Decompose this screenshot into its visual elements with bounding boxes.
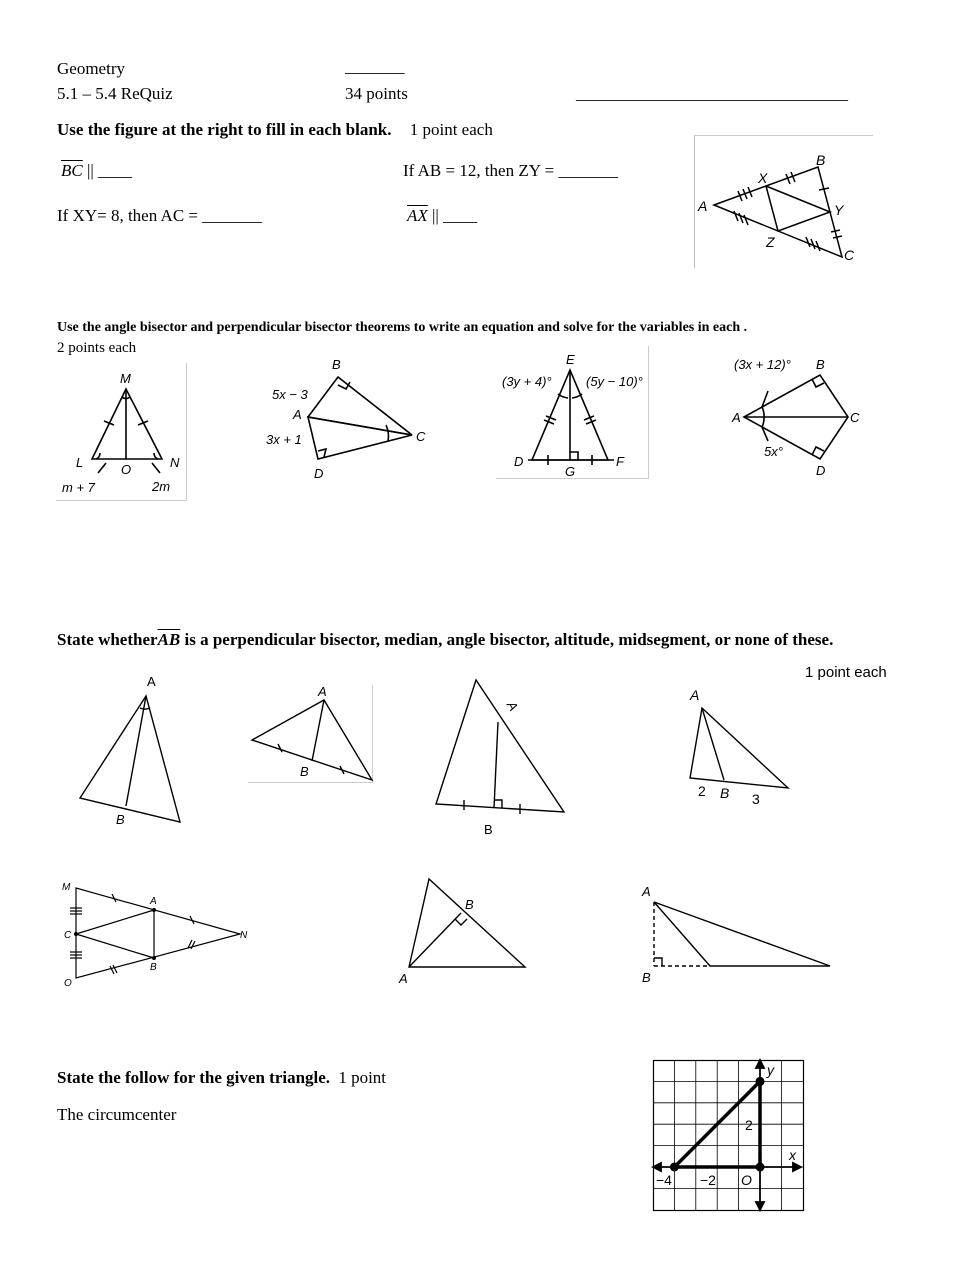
svg-text:A: A	[147, 674, 156, 689]
svg-text:C: C	[64, 930, 72, 941]
svg-text:m + 7: m + 7	[62, 480, 95, 495]
svg-text:−2: −2	[700, 1172, 716, 1188]
section4-instruction: State the follow for the given triangle. 1 point	[57, 1068, 387, 1087]
svg-text:E: E	[566, 352, 575, 367]
fig-2-2	[260, 355, 440, 480]
svg-text:B: B	[300, 764, 309, 779]
svg-text:L: L	[76, 455, 84, 470]
total-points: 34 points	[345, 84, 408, 103]
svg-text:M: M	[62, 882, 71, 893]
svg-text:A: A	[150, 896, 157, 907]
midsegment-figure	[694, 135, 874, 270]
svg-text:2m: 2m	[152, 479, 171, 494]
svg-text:y: y	[767, 1062, 774, 1078]
svg-text:B: B	[116, 812, 125, 827]
svg-text:B: B	[816, 357, 825, 372]
svg-text:(3x + 12)°: (3x + 12)°	[734, 357, 791, 372]
fig-3-1	[70, 672, 200, 832]
fig-3-2	[248, 680, 378, 785]
svg-text:3: 3	[752, 791, 760, 807]
svg-text:(5y − 10)°: (5y − 10)°	[586, 374, 643, 389]
svg-text:−4: −4	[656, 1172, 672, 1188]
coordinate-graph	[653, 1060, 805, 1212]
fig-3-3	[428, 672, 573, 842]
course-title: Geometry	[57, 59, 125, 78]
section1-instruction: Use the figure at the right to fill in each blank. 1 point each	[57, 120, 493, 139]
svg-text:O: O	[64, 978, 72, 989]
svg-text:A: A	[293, 407, 302, 422]
label-X: X	[758, 170, 768, 186]
name-blank: ________________________________	[576, 84, 848, 103]
quiz-title: 5.1 – 5.4 ReQuiz	[57, 84, 173, 103]
svg-text:A: A	[318, 684, 327, 699]
svg-text:2: 2	[698, 783, 706, 799]
label-B: B	[816, 152, 826, 168]
svg-text:B: B	[720, 785, 730, 801]
svg-text:N: N	[240, 930, 248, 941]
svg-text:x: x	[789, 1147, 796, 1163]
svg-text:A: A	[503, 698, 522, 714]
svg-text:C: C	[416, 429, 426, 444]
svg-text:A: A	[399, 971, 408, 986]
section3-points: 1 point each	[805, 664, 887, 681]
svg-text:B: B	[465, 897, 474, 912]
svg-text:B: B	[150, 962, 157, 973]
fig-3-4	[680, 682, 820, 812]
question-3: If XY= 8, then AC = _______	[57, 206, 262, 225]
svg-text:A: A	[642, 884, 651, 899]
question-1: $\overline{BC}$ || ____	[61, 161, 133, 180]
svg-text:O: O	[741, 1172, 752, 1188]
svg-text:G: G	[565, 464, 576, 479]
svg-text:2: 2	[745, 1117, 753, 1133]
svg-text:B: B	[332, 357, 341, 372]
svg-text:(3y + 4)°: (3y + 4)°	[502, 374, 552, 389]
svg-text:D: D	[514, 454, 524, 469]
svg-text:D: D	[816, 463, 826, 478]
svg-text:D: D	[314, 466, 324, 481]
svg-text:3x + 1: 3x + 1	[266, 432, 302, 447]
svg-text:B: B	[484, 822, 493, 837]
svg-text:M: M	[120, 371, 131, 386]
fig-3-5	[58, 878, 258, 993]
svg-text:N: N	[170, 455, 180, 470]
label-A: A	[698, 198, 708, 214]
svg-text:C: C	[850, 410, 860, 425]
fig-2-4	[728, 355, 878, 480]
section2-points: 2 points each	[57, 340, 137, 356]
label-Y: Y	[834, 202, 844, 218]
fig-3-6	[395, 875, 535, 990]
fig-2-1	[56, 363, 191, 503]
svg-text:B: B	[642, 970, 651, 985]
fig-3-7	[636, 880, 836, 990]
circumcenter-question: The circumcenter	[57, 1105, 177, 1124]
section2-instruction: Use the angle bisector and perpendicular bisector theorems to write an equation and solve for the variables in each .	[57, 320, 748, 335]
svg-text:O: O	[121, 462, 132, 477]
question-4: $\overline{AX}$ || ____	[407, 206, 478, 225]
question-2: If AB = 12, then ZY = _______	[403, 161, 618, 180]
label-Z: Z	[766, 234, 775, 250]
score-blank: _______	[345, 57, 405, 76]
svg-text:A: A	[732, 410, 741, 425]
svg-text:5x°: 5x°	[764, 444, 783, 459]
svg-text:A: A	[690, 687, 700, 703]
svg-text:5x − 3: 5x − 3	[272, 387, 308, 402]
label-C: C	[844, 247, 855, 263]
svg-text:F: F	[616, 454, 624, 469]
section3-instruction: State $whether\overline{AB}$ is a perpendicular bisector, median, angle bisector, altitude, midsegment, or none of these.	[57, 630, 834, 649]
fig-2-3	[496, 346, 656, 481]
